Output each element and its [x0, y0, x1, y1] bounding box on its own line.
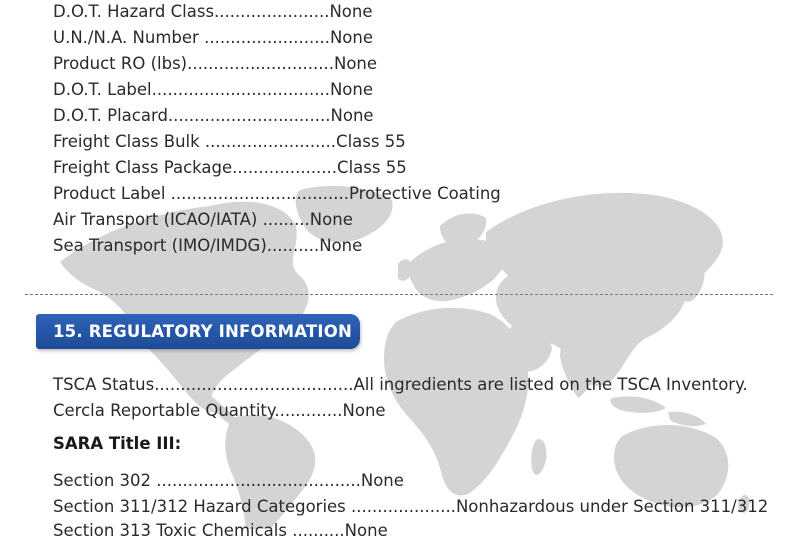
- leader-dots: ............................: [187, 54, 334, 73]
- transport-line-un-na-number: [53, 28, 373, 48]
- transport-line-air-transport: [53, 210, 353, 230]
- sara-line-section-313: [53, 521, 388, 541]
- line-value: None: [330, 106, 374, 125]
- leader-dots: ..........: [266, 236, 320, 255]
- leader-dots: ........................: [204, 28, 330, 47]
- leader-dots: ...............................: [167, 106, 331, 125]
- leader-dots: .............: [274, 401, 343, 420]
- line-value: None: [360, 471, 404, 490]
- line-value: All ingredients are listed on the TSCA Inventory.: [353, 375, 748, 394]
- line-value: None: [309, 210, 353, 229]
- line-value: Class 55: [337, 158, 407, 177]
- line-label: D.O.T. Label: [53, 80, 152, 99]
- line-value: None: [342, 401, 386, 420]
- transport-line-sea-transport: [53, 236, 362, 256]
- sara-line-section-302: [53, 471, 404, 491]
- transport-line-dot-label: [53, 80, 373, 100]
- leader-dots: ......................: [214, 2, 330, 21]
- leader-dots: ......................................: [154, 375, 354, 394]
- section-divider: [25, 294, 773, 295]
- line-value: None: [333, 54, 378, 73]
- transport-line-product-label: [53, 184, 501, 204]
- leader-dots: ..........: [292, 521, 345, 540]
- regulatory-line-tsca-status: [53, 375, 748, 395]
- leader-dots: .........................: [204, 132, 337, 151]
- line-value: Protective Coating: [348, 184, 501, 203]
- line-label: D.O.T. Placard: [53, 106, 168, 125]
- sara-line-section-311-312: [53, 497, 768, 517]
- line-label: Product RO (lbs): [53, 54, 188, 73]
- leader-dots: ....................: [351, 497, 456, 516]
- line-value: None: [344, 521, 388, 540]
- transport-line-dot-hazard-class: [53, 2, 372, 22]
- line-value: None: [329, 28, 374, 47]
- line-label: D.O.T. Hazard Class: [53, 2, 215, 21]
- line-label: Product Label: [53, 184, 171, 203]
- section-15-header: [36, 314, 360, 349]
- line-label: Sea Transport (IMO/IMDG): [53, 236, 267, 255]
- line-value: None: [319, 236, 363, 255]
- section-15-title: 15. REGULATORY INFORMATION: [53, 322, 352, 341]
- line-label: Air Transport (ICAO/IATA): [53, 210, 263, 229]
- leader-dots: ..................................: [151, 80, 330, 99]
- line-label: Section 302: [53, 471, 157, 490]
- leader-dots: ....................: [232, 158, 338, 177]
- leader-dots: .........: [262, 210, 310, 229]
- line-label: Section 311/312 Hazard Categories: [53, 497, 352, 516]
- transport-line-product-ro: [53, 54, 377, 74]
- leader-dots: ..................................: [170, 184, 349, 203]
- line-value: Nonhazardous under Section 311/312: [455, 497, 769, 516]
- line-value: Class 55: [336, 132, 406, 151]
- line-label: Section 313 Toxic Chemicals: [53, 521, 293, 540]
- transport-line-freight-class-bulk: [53, 132, 406, 152]
- line-value: None: [329, 80, 374, 99]
- transport-line-freight-class-package: [53, 158, 407, 178]
- regulatory-line-cercla: [53, 401, 386, 421]
- line-label: TSCA Status: [53, 375, 155, 394]
- line-label: U.N./N.A. Number: [53, 28, 205, 47]
- line-value: None: [329, 2, 373, 21]
- line-label: Freight Class Bulk: [53, 132, 205, 151]
- line-label: Cercla Reportable Quantity: [53, 401, 275, 420]
- leader-dots: .......................................: [156, 471, 361, 490]
- sara-title: SARA Title III:: [53, 434, 182, 453]
- line-label: Freight Class Package: [53, 158, 233, 177]
- transport-line-dot-placard: [53, 106, 374, 126]
